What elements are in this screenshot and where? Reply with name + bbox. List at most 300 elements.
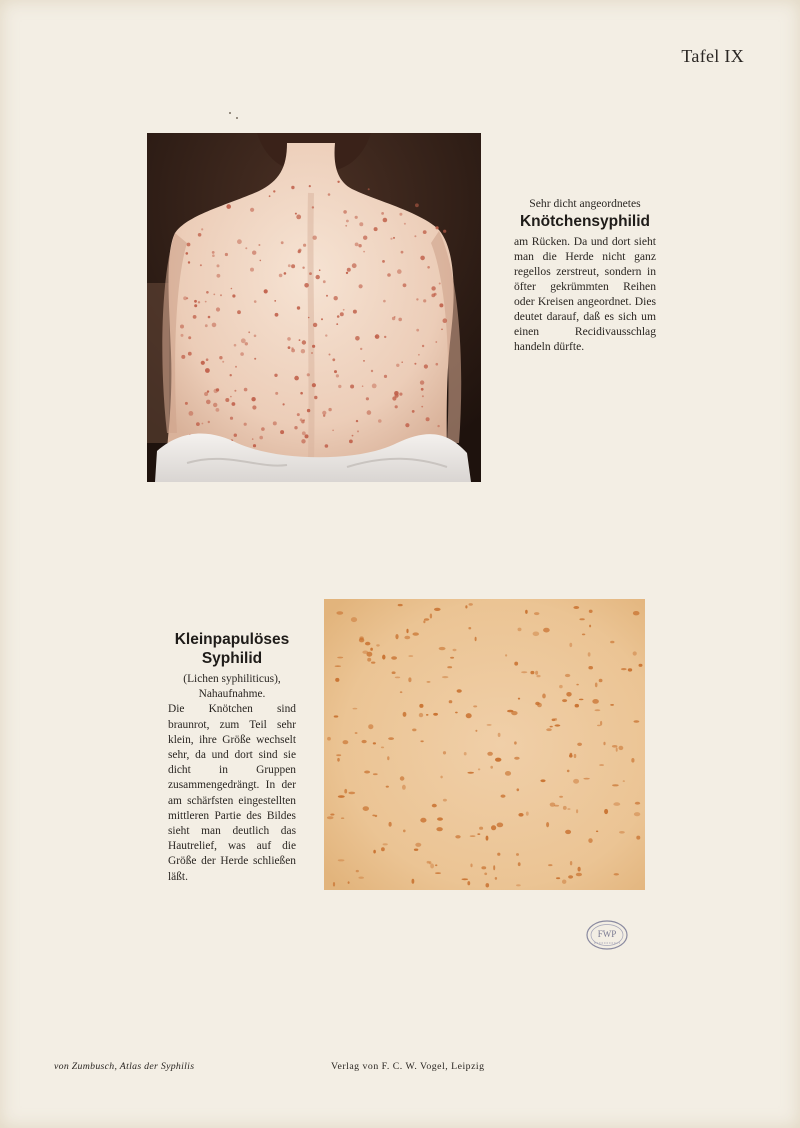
papule-mark [235, 366, 237, 368]
papule-mark [398, 318, 402, 322]
papule-mark [387, 756, 389, 760]
papule-mark [198, 301, 200, 303]
papule-mark [250, 268, 254, 272]
papule-mark [383, 300, 386, 303]
papule-mark [323, 415, 325, 417]
papule-mark [231, 288, 233, 290]
papule-mark [353, 310, 357, 314]
papule-mark [388, 737, 394, 740]
papule-mark [355, 732, 358, 734]
papule-mark [237, 310, 241, 314]
papule-mark [378, 419, 382, 423]
papule-mark [583, 778, 589, 780]
papule-mark [468, 627, 471, 629]
papule-mark [319, 269, 321, 271]
papule-mark [219, 356, 222, 359]
papule-mark [325, 444, 329, 448]
papule-mark [234, 344, 237, 347]
papule-mark [393, 237, 395, 239]
papule-mark [386, 786, 389, 788]
papule-mark [582, 634, 585, 636]
papule-mark [498, 733, 501, 737]
papule-mark [237, 239, 242, 244]
papule-mark [225, 253, 228, 256]
papule-mark [367, 658, 371, 662]
papule-mark [217, 264, 220, 267]
papule-mark [575, 704, 579, 708]
papule-mark [400, 691, 403, 693]
papule-mark [462, 878, 469, 880]
photo-back-rash [147, 133, 481, 482]
papule-mark [628, 668, 632, 671]
papule-mark [439, 303, 443, 307]
papule-mark [518, 813, 523, 817]
papule-mark [420, 256, 425, 261]
papule-mark [323, 280, 326, 283]
papule-mark [567, 808, 570, 810]
papule-mark [313, 236, 317, 240]
papule-mark [416, 298, 418, 300]
papule-mark [395, 677, 400, 679]
papule-mark [302, 340, 306, 344]
papule-mark [325, 334, 327, 336]
papule-mark [186, 297, 188, 299]
papule-mark [312, 383, 316, 387]
papule-mark [252, 405, 256, 409]
papule-mark [367, 410, 372, 415]
papule-mark [216, 388, 219, 391]
papule-mark [518, 698, 520, 700]
papule-mark [337, 657, 343, 659]
papule-mark [201, 228, 203, 230]
papule-mark [588, 652, 591, 656]
papule-mark [245, 342, 248, 345]
papule-mark [421, 388, 424, 391]
papule-mark [181, 334, 184, 337]
papule-mark [422, 345, 424, 347]
papule-mark [579, 618, 584, 620]
papule-mark [187, 243, 191, 247]
papule-mark [309, 272, 312, 275]
papule-mark [562, 880, 566, 884]
papule-mark [419, 704, 423, 708]
papule-mark [403, 830, 406, 833]
papule-mark [366, 397, 369, 400]
footer-publisher: Verlag von F. C. W. Vogel, Leipzig [331, 1061, 485, 1072]
papule-mark [275, 313, 279, 317]
papule-mark [401, 361, 403, 363]
papule-mark [423, 230, 427, 234]
papule-mark [495, 758, 501, 762]
papule-mark [208, 421, 210, 423]
papule-mark [305, 434, 309, 438]
papule-mark [240, 352, 244, 356]
papule-mark [300, 418, 303, 421]
papule-mark [301, 439, 305, 443]
papule-mark [505, 771, 511, 776]
papule-mark [420, 818, 426, 823]
papule-mark [514, 662, 518, 666]
papule-mark [381, 847, 385, 851]
papule-mark [477, 833, 480, 835]
papule-mark [391, 656, 397, 659]
papule-mark [313, 323, 317, 327]
papule-mark [569, 643, 572, 647]
papule-mark [467, 772, 474, 774]
papule-mark [455, 835, 460, 838]
papule-mark [470, 835, 476, 837]
papule-mark [395, 405, 398, 408]
papule-mark [230, 374, 232, 376]
papule-mark [312, 206, 314, 208]
papule-mark [302, 431, 306, 435]
papule-mark [403, 712, 407, 717]
papule-mark [340, 312, 344, 316]
papule-mark [610, 704, 614, 706]
papule-mark [422, 395, 424, 397]
papule-mark [274, 300, 276, 302]
papule-mark [495, 877, 497, 880]
papule-mark [631, 758, 634, 763]
caption-bottom-subtitle-line1: (Lichen syphiliticus), [183, 673, 281, 685]
papule-mark [384, 336, 386, 338]
papule-mark [327, 737, 331, 741]
papule-mark [349, 440, 353, 444]
papule-mark [431, 294, 435, 298]
papule-mark [439, 283, 441, 285]
papule-mark [254, 358, 256, 360]
papule-mark [443, 230, 446, 233]
papule-mark [252, 438, 254, 440]
papule-mark [597, 725, 601, 727]
papule-mark [405, 423, 409, 427]
papule-mark [296, 215, 301, 220]
papule-mark [426, 714, 429, 716]
papule-mark [371, 370, 373, 372]
papule-mark [350, 385, 354, 389]
papule-mark [343, 309, 345, 311]
papule-mark [362, 740, 367, 743]
papule-mark [358, 877, 364, 879]
papule-mark [401, 251, 404, 254]
papule-mark [562, 699, 567, 702]
papule-mark [337, 758, 340, 762]
papule-mark [348, 881, 350, 884]
papule-mark [599, 764, 604, 766]
papule-mark [230, 396, 232, 398]
caption-top-body: am Rücken. Da und dort sieht man die Herde nicht ganz regellos zerstreut, sondern in öfter gekrümmten Reihen oder Kreisen angeordnet. Dies deutet darauf, daß es sich um einen Recidivausschlag handeln dürfte. [514, 235, 656, 353]
papule-mark [533, 632, 540, 637]
papule-mark [394, 391, 399, 396]
papule-mark [216, 408, 220, 412]
papule-mark [338, 795, 345, 798]
papule-mark [330, 814, 334, 816]
papule-mark [245, 247, 247, 249]
papule-mark [470, 864, 472, 868]
papule-mark [252, 251, 256, 255]
papule-mark [399, 393, 402, 396]
papule-mark [437, 817, 443, 820]
papule-mark [327, 816, 334, 819]
papule-mark [230, 417, 233, 420]
papule-mark [259, 436, 263, 440]
papule-mark [436, 827, 442, 831]
papule-mark [217, 274, 221, 278]
papule-mark [466, 713, 472, 718]
papule-mark [427, 266, 430, 269]
papule-mark [566, 692, 571, 697]
papule-mark [353, 708, 358, 710]
papule-mark [372, 815, 375, 817]
papule-mark [535, 671, 538, 675]
papule-mark [273, 421, 277, 425]
papule-mark [619, 831, 625, 834]
papule-mark [336, 374, 339, 377]
photo-closeup-papules [324, 599, 645, 890]
papule-mark [604, 809, 608, 814]
papule-mark [360, 348, 362, 350]
papule-mark [469, 603, 473, 606]
papule-mark [365, 642, 370, 646]
papule-mark [514, 741, 517, 744]
papule-mark [307, 373, 310, 376]
papule-mark [362, 385, 364, 387]
papule-mark [437, 425, 439, 427]
papule-mark [281, 241, 284, 244]
papule-mark [408, 677, 411, 682]
papule-mark [189, 411, 194, 416]
papule-mark [568, 875, 573, 878]
papule-mark [406, 629, 408, 633]
papule-mark [308, 317, 310, 319]
papule-mark [491, 825, 496, 830]
papule-mark [384, 375, 387, 378]
papule-mark [202, 423, 204, 425]
papule-mark [275, 392, 278, 395]
papule-mark [316, 275, 320, 279]
papule-mark [212, 323, 217, 328]
papule-mark [413, 632, 419, 635]
papule-mark [244, 423, 247, 426]
papule-mark [194, 304, 197, 307]
papule-mark [418, 354, 420, 356]
papule-mark [443, 318, 448, 323]
papule-mark [309, 185, 311, 187]
papule-mark [337, 315, 340, 318]
papule-mark [254, 335, 257, 338]
papule-mark [423, 620, 425, 623]
papule-mark [364, 771, 370, 774]
papule-mark [303, 244, 306, 247]
papule-mark [188, 261, 190, 263]
papule-mark [559, 796, 563, 798]
papule-mark [326, 295, 328, 297]
papule-mark [600, 721, 602, 726]
papule-mark [595, 683, 598, 688]
papule-mark [205, 324, 208, 327]
papule-mark [373, 850, 376, 854]
papule-mark [404, 636, 410, 640]
papule-mark [291, 186, 294, 189]
papule-mark [616, 747, 618, 751]
papule-mark [334, 296, 338, 300]
papule-mark [359, 636, 363, 640]
papule-mark [332, 430, 334, 432]
papule-mark [435, 872, 441, 874]
papule-mark [288, 264, 291, 267]
papule-mark [521, 671, 527, 673]
papule-mark [505, 654, 507, 656]
papule-mark [383, 218, 388, 223]
papule-mark [424, 618, 429, 620]
papule-mark [596, 831, 598, 833]
papule-mark [555, 724, 561, 726]
papule-mark [493, 865, 495, 870]
papule-mark [441, 329, 443, 331]
papule-mark [436, 363, 439, 366]
papule-mark [396, 364, 399, 367]
papule-mark [291, 347, 293, 349]
papule-mark [301, 349, 305, 353]
papule-mark [355, 336, 360, 341]
papule-mark [639, 664, 643, 667]
papule-mark [346, 272, 348, 274]
papule-mark [341, 817, 344, 819]
papule-mark [397, 269, 402, 274]
papule-mark [274, 374, 277, 377]
papule-mark [206, 400, 211, 405]
papule-mark [208, 316, 211, 319]
papule-mark [287, 337, 291, 341]
papule-mark [335, 678, 339, 682]
caption-bottom-body: Die Knötchen sind braunrot, zum Teil sehr klein, ihre Größe wechselt sehr, da und dort sind sie dicht in Gruppen zusammengedrängt. In der am schärfsten eingestellten mittleren Partie des Bildes sieht man deutlich das Hautrelief, was auf die Größe der Herde schließen läßt. [168, 703, 296, 883]
papule-mark [381, 212, 384, 215]
papule-mark [206, 291, 209, 294]
caption-bottom-title [168, 630, 296, 668]
papule-mark [200, 264, 202, 266]
papule-mark [559, 685, 563, 688]
papule-mark [633, 611, 640, 615]
papule-mark [373, 773, 378, 775]
papule-mark [518, 862, 521, 866]
papule-mark [430, 614, 432, 619]
papule-mark [201, 361, 205, 365]
papule-mark [359, 222, 363, 226]
papule-mark [387, 273, 391, 277]
papule-mark [196, 422, 200, 426]
papule-mark [376, 644, 380, 646]
papule-mark [395, 634, 398, 639]
papule-mark [569, 754, 573, 757]
papule-mark [392, 396, 396, 400]
papule-mark [250, 208, 254, 212]
papule-mark [443, 799, 447, 802]
papule-mark [225, 398, 229, 402]
caption-top-intro: Sehr dicht angeordnetes [529, 197, 641, 210]
papule-mark [362, 651, 368, 654]
papule-mark [612, 784, 619, 786]
papule-mark [212, 254, 215, 257]
papule-mark [363, 360, 365, 362]
papule-mark [254, 300, 257, 303]
papule-mark [465, 605, 467, 608]
papule-mark [430, 864, 434, 869]
papule-mark [392, 671, 396, 674]
papule-mark [205, 368, 210, 373]
papule-mark [298, 250, 301, 253]
papule-mark [433, 713, 438, 716]
papule-mark [329, 354, 331, 356]
papule-mark [372, 384, 377, 389]
caption-bottom [168, 630, 296, 885]
papule-mark [343, 210, 347, 214]
papule-mark [321, 318, 323, 320]
papule-mark [294, 376, 299, 381]
papule-mark [414, 235, 416, 237]
papule-mark [307, 409, 310, 412]
papule-mark [548, 864, 552, 866]
papule-mark [297, 413, 300, 416]
papule-mark [392, 317, 395, 320]
papule-mark [475, 730, 477, 732]
papule-mark [434, 608, 441, 611]
papule-mark [188, 352, 192, 356]
papule-mark [334, 370, 337, 373]
papule-mark [198, 233, 202, 237]
caption-top [514, 196, 656, 354]
papule-mark [514, 757, 519, 760]
papule-mark [188, 336, 191, 339]
papule-mark [253, 444, 256, 447]
papule-mark [358, 244, 361, 247]
papule-mark [614, 873, 619, 875]
papule-mark [420, 740, 423, 742]
papule-mark [412, 410, 415, 413]
papule-mark [516, 853, 519, 856]
papule-mark [574, 754, 577, 758]
papule-mark [415, 843, 421, 847]
papule-mark [373, 742, 376, 744]
papule-mark [232, 402, 236, 406]
papule-mark [550, 803, 556, 807]
papule-mark [302, 267, 304, 269]
papule-mark [455, 712, 458, 714]
papule-mark [478, 768, 480, 770]
papule-mark [206, 358, 209, 361]
papule-mark [603, 742, 605, 745]
papule-mark [576, 873, 582, 877]
library-stamp [585, 919, 629, 951]
papule-mark [390, 238, 392, 240]
papule-mark [543, 628, 550, 633]
papule-mark [431, 286, 435, 290]
papule-mark [484, 873, 487, 876]
papule-mark [423, 299, 426, 302]
papule-mark [403, 283, 407, 287]
papule-mark [205, 301, 207, 303]
caption-top-title: Knötchensyphilid [519, 213, 651, 230]
papule-mark [261, 427, 265, 431]
paper-speck [229, 112, 231, 114]
papule-mark [314, 396, 317, 399]
papule-mark [435, 864, 437, 866]
papule-mark [234, 434, 237, 437]
papule-mark [552, 719, 556, 722]
papule-mark [347, 268, 351, 272]
papule-mark [490, 766, 493, 769]
papule-mark [612, 745, 618, 748]
papule-mark [542, 694, 546, 699]
